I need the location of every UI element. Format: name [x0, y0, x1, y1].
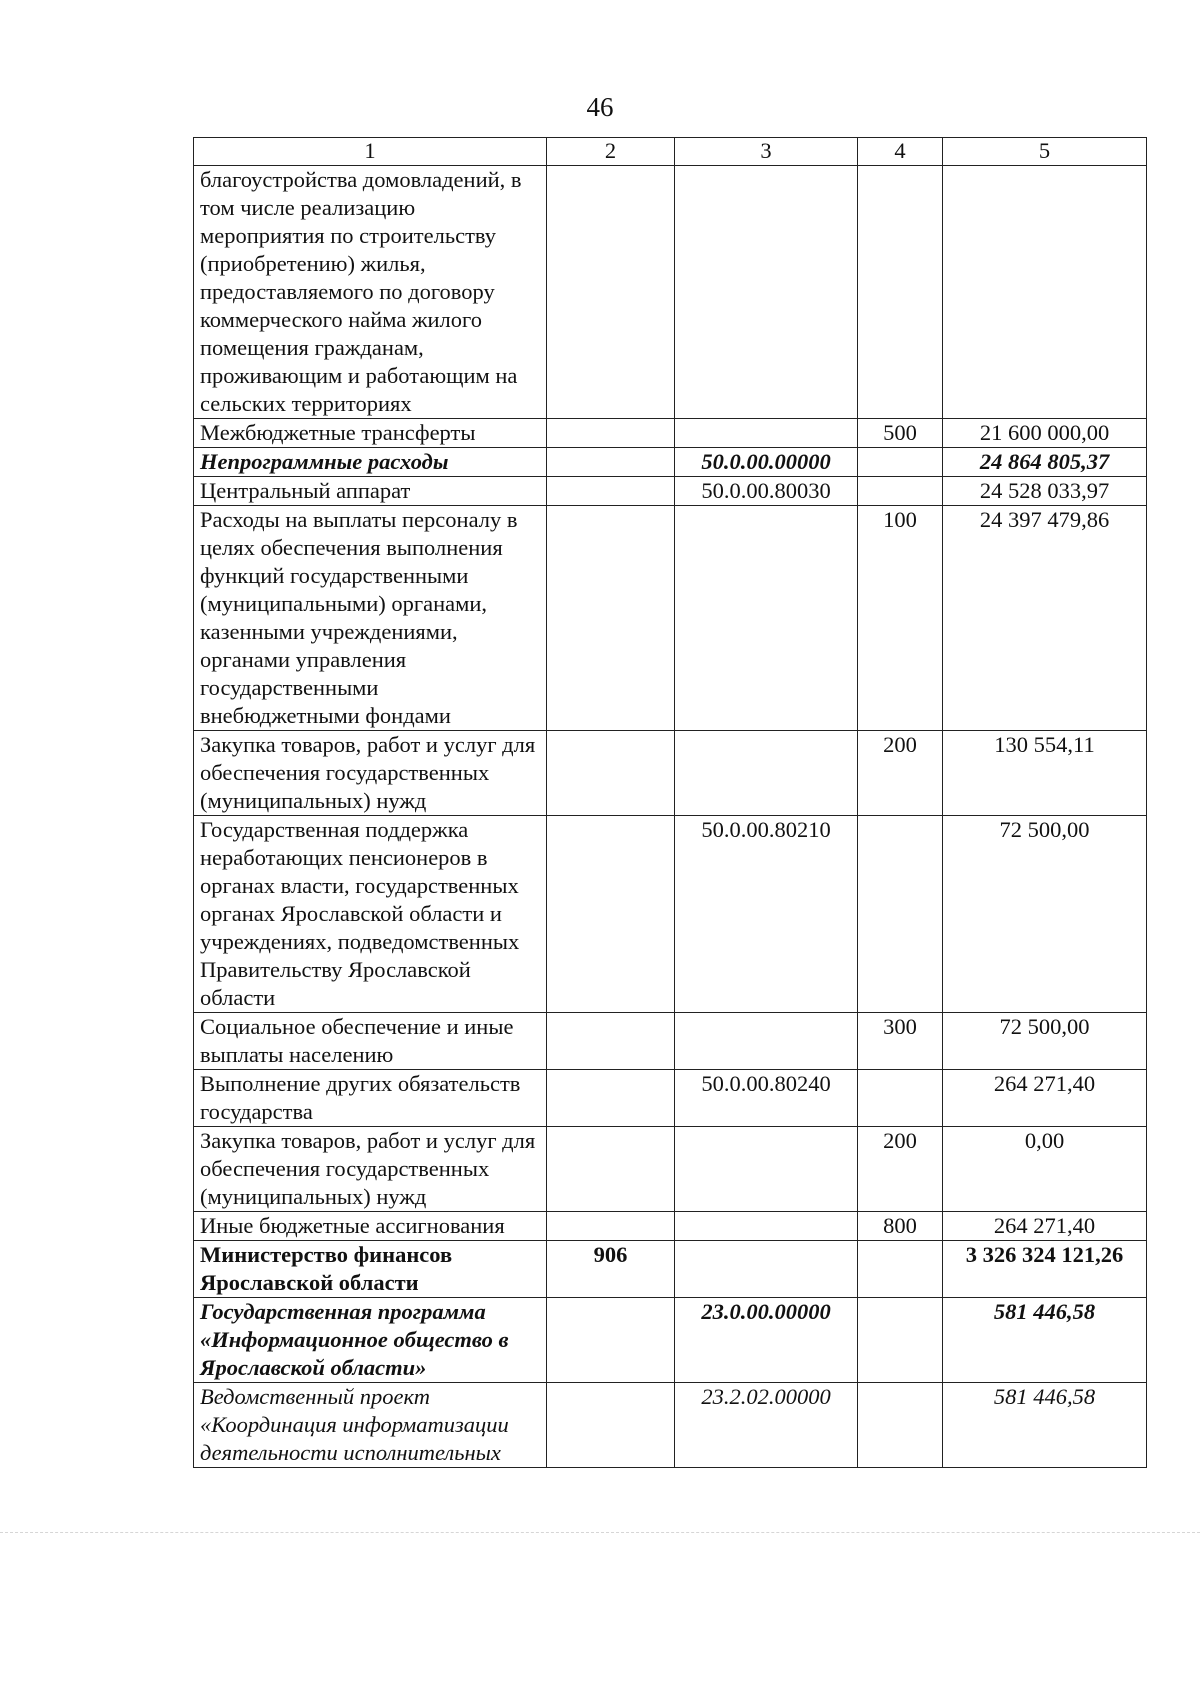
row-amount: 130 554,11	[943, 731, 1147, 816]
row-department	[547, 166, 675, 419]
row-name: Расходы на выплаты персоналу в целях обеспечения выполнения функций государственными (муниципальными) органами, казенными учреждениями, органами управления государственными внебюджетными фондами	[194, 506, 547, 731]
row-department	[547, 477, 675, 506]
page-number: 46	[586, 92, 614, 122]
row-target-code: 50.0.00.00000	[675, 448, 858, 477]
row-expense-kind: 800	[858, 1212, 943, 1241]
row-expense-kind: 300	[858, 1013, 943, 1070]
table-row	[194, 816, 1147, 1013]
table-row	[194, 1212, 1147, 1241]
row-target-code	[675, 166, 858, 419]
row-expense-kind	[858, 1070, 943, 1127]
row-amount	[943, 166, 1147, 419]
row-expense-kind	[858, 1241, 943, 1298]
row-name: Иные бюджетные ассигнования	[194, 1212, 547, 1241]
row-department	[547, 448, 675, 477]
row-target-code	[675, 1127, 858, 1212]
row-target-code	[675, 506, 858, 731]
column-header-5: 5	[943, 138, 1147, 166]
table-row	[194, 1383, 1147, 1468]
row-amount: 581 446,58	[943, 1383, 1147, 1468]
row-department: 906	[547, 1241, 675, 1298]
row-expense-kind	[858, 1383, 943, 1468]
table-row	[194, 1070, 1147, 1127]
row-target-code: 50.0.00.80030	[675, 477, 858, 506]
row-department	[547, 1212, 675, 1241]
row-department	[547, 1298, 675, 1383]
row-expense-kind: 200	[858, 1127, 943, 1212]
row-expense-kind	[858, 166, 943, 419]
row-target-code	[675, 731, 858, 816]
column-header-4: 4	[858, 138, 943, 166]
row-name: Ведомственный проект «Координация информатизации деятельности исполнительных	[194, 1383, 547, 1468]
table-row	[194, 448, 1147, 477]
row-name: Социальное обеспечение и иные выплаты населению	[194, 1013, 547, 1070]
row-name: Центральный аппарат	[194, 477, 547, 506]
table-row	[194, 1127, 1147, 1212]
row-name: Государственная программа «Информационное общество в Ярославской области»	[194, 1298, 547, 1383]
row-amount: 24 528 033,97	[943, 477, 1147, 506]
row-department	[547, 1127, 675, 1212]
row-amount: 24 397 479,86	[943, 506, 1147, 731]
row-name: Закупка товаров, работ и услуг для обеспечения государственных (муниципальных) нужд	[194, 1127, 547, 1212]
table-row	[194, 166, 1147, 419]
row-amount: 264 271,40	[943, 1212, 1147, 1241]
table-row	[194, 477, 1147, 506]
table-row	[194, 1013, 1147, 1070]
row-expense-kind	[858, 448, 943, 477]
row-target-code: 23.2.02.00000	[675, 1383, 858, 1468]
row-target-code	[675, 1212, 858, 1241]
row-amount: 264 271,40	[943, 1070, 1147, 1127]
table-row	[194, 731, 1147, 816]
row-target-code: 23.0.00.00000	[675, 1298, 858, 1383]
row-target-code	[675, 1013, 858, 1070]
row-target-code	[675, 1241, 858, 1298]
column-header-1: 1	[194, 138, 547, 166]
row-department	[547, 1013, 675, 1070]
row-department	[547, 1070, 675, 1127]
table-row	[194, 1298, 1147, 1383]
scan-artifact-line	[0, 1532, 1200, 1533]
row-name: Выполнение других обязательств государства	[194, 1070, 547, 1127]
row-name: Закупка товаров, работ и услуг для обеспечения государственных (муниципальных) нужд	[194, 731, 547, 816]
row-name: Министерство финансов Ярославской области	[194, 1241, 547, 1298]
row-expense-kind: 200	[858, 731, 943, 816]
row-amount: 24 864 805,37	[943, 448, 1147, 477]
row-name: Государственная поддержка неработающих пенсионеров в органах власти, государственных органах Ярославской области и учреждениях, подведомственных Правительству Ярославской области	[194, 816, 547, 1013]
row-department	[547, 506, 675, 731]
row-department	[547, 731, 675, 816]
row-amount: 3 326 324 121,26	[943, 1241, 1147, 1298]
table-row	[194, 1241, 1147, 1298]
column-header-2: 2	[547, 138, 675, 166]
row-expense-kind	[858, 1298, 943, 1383]
row-amount: 21 600 000,00	[943, 419, 1147, 448]
row-expense-kind	[858, 816, 943, 1013]
row-expense-kind: 500	[858, 419, 943, 448]
row-name: благоустройства домовладений, в том числе реализацию мероприятия по строительству (приобретению) жилья, предоставляемого по договору коммерческого найма жилого помещения гражданам, проживающим и работающим на сельских территориях	[194, 166, 547, 419]
row-amount: 581 446,58	[943, 1298, 1147, 1383]
table-row	[194, 506, 1147, 731]
table-row	[194, 419, 1147, 448]
row-target-code: 50.0.00.80210	[675, 816, 858, 1013]
row-expense-kind: 100	[858, 506, 943, 731]
row-department	[547, 816, 675, 1013]
row-department	[547, 1383, 675, 1468]
budget-table	[193, 137, 1147, 1468]
row-expense-kind	[858, 477, 943, 506]
row-amount: 72 500,00	[943, 816, 1147, 1013]
row-target-code: 50.0.00.80240	[675, 1070, 858, 1127]
row-name: Межбюджетные трансферты	[194, 419, 547, 448]
row-amount: 0,00	[943, 1127, 1147, 1212]
row-department	[547, 419, 675, 448]
row-name: Непрограммные расходы	[194, 448, 547, 477]
row-amount: 72 500,00	[943, 1013, 1147, 1070]
column-header-3: 3	[675, 138, 858, 166]
table-header-row	[194, 138, 1147, 166]
row-target-code	[675, 419, 858, 448]
